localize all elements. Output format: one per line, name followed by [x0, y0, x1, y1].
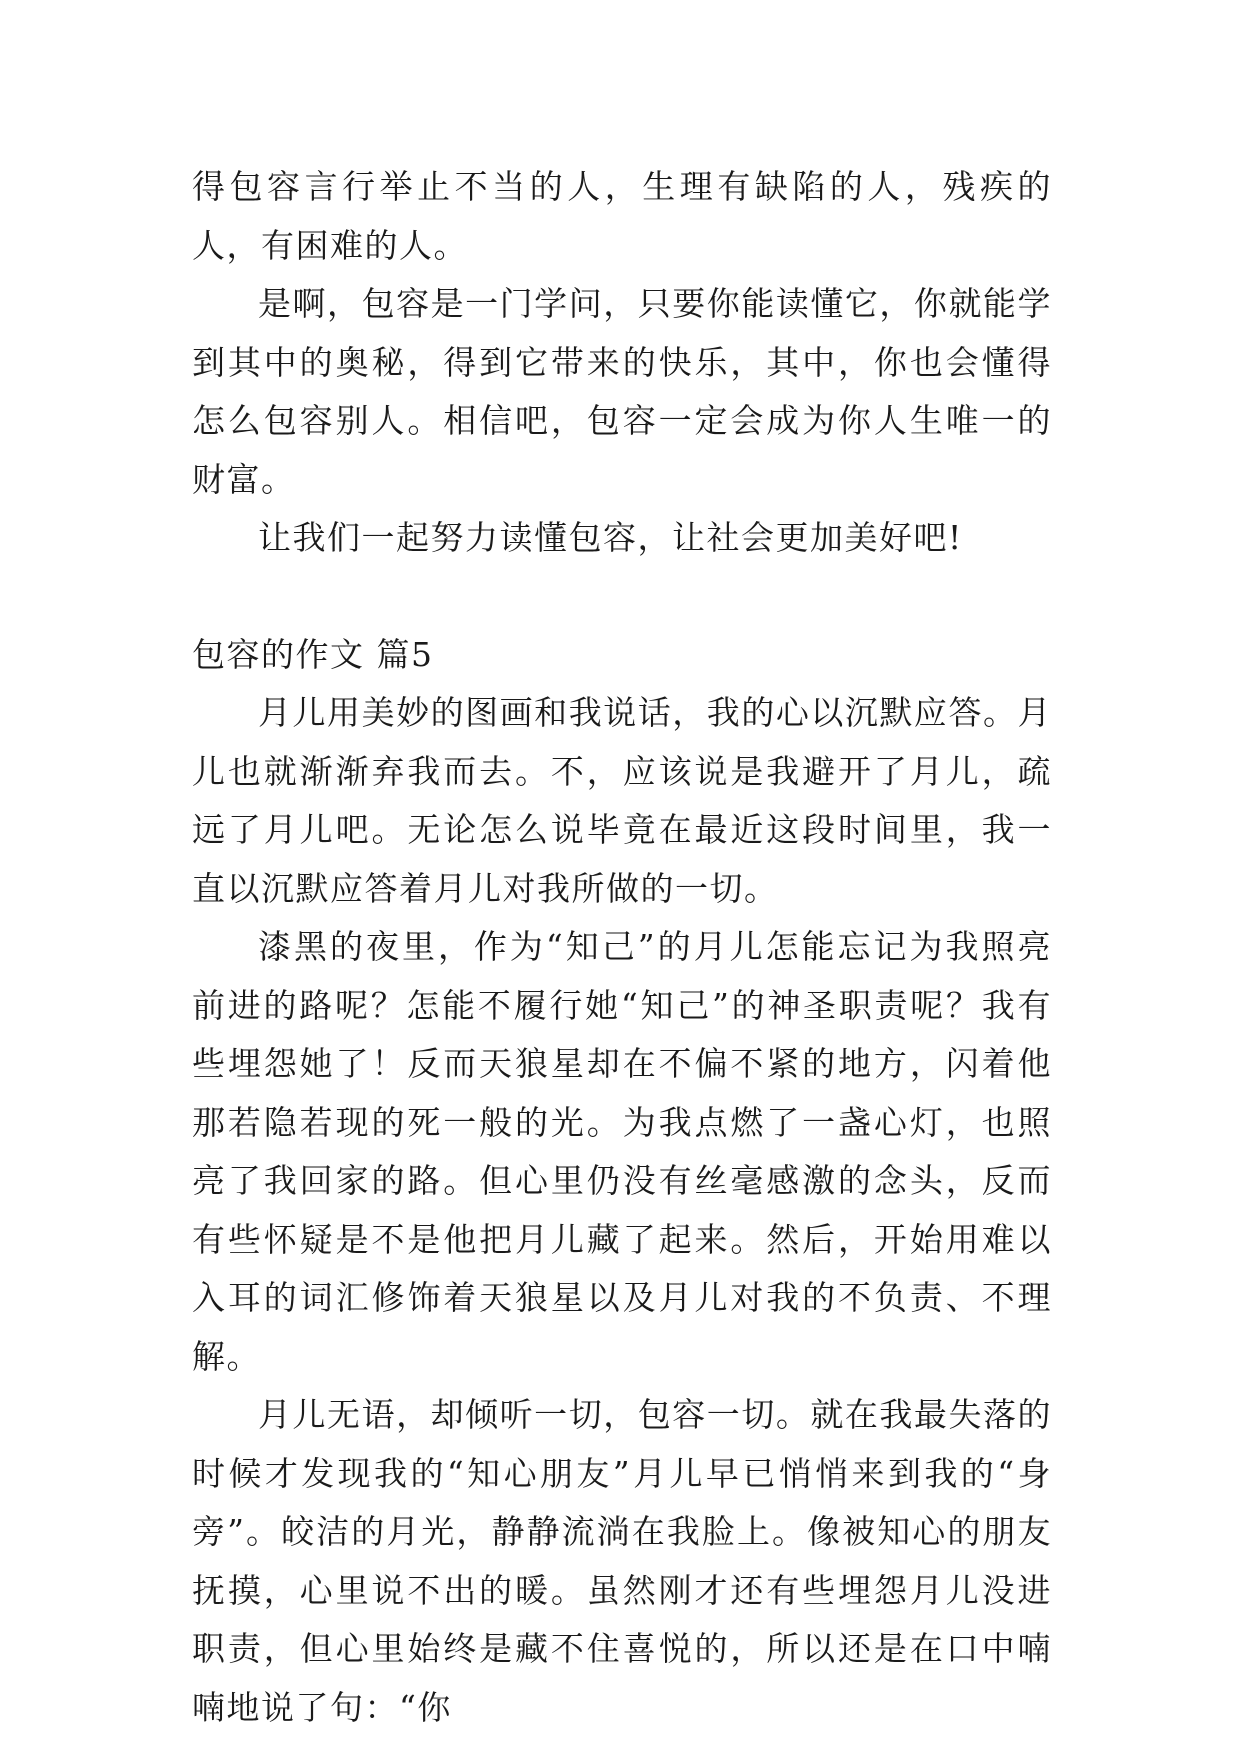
paragraph: 月儿用美妙的图画和我说话，我的心以沉默应答。月儿也就渐渐弃我而去。不，应该说是我避开了月儿，疏远了月儿吧。无论怎么说毕竟在最近这段时间里，我一直以沉默应答着月儿对我所做的一切。 [192, 693, 1052, 908]
document-body [192, 158, 1052, 1737]
paragraph: 月儿无语，却倾听一切，包容一切。就在我最失落的时候才发现我的“知心朋友”月儿早已悄悄来到我的“身旁”。皎洁的月光，静静流淌在我脸上。像被知心的朋友抚摸，心里说不出的暖。虽然刚才还有些埋怨月儿没进职责，但心里始终是藏不住喜悦的，所以还是在口中喃喃地说了句：“你 [192, 1395, 1052, 1727]
paragraph: 是啊，包容是一门学问，只要你能读懂它，你就能学到其中的奥秘，得到它带来的快乐，其中，你也会懂得怎么包容别人。相信吧，包容一定会成为你人生唯一的财富。 [192, 284, 1052, 499]
section-heading: 包容的作文 篇5 [192, 634, 434, 674]
paragraph: 漆黑的夜里，作为“知己”的月儿怎能忘记为我照亮前进的路呢？怎能不履行她“知己”的神圣职责呢？我有些埋怨她了！反而天狼星却在不偏不紧的地方，闪着他那若隐若现的死一般的光。为我点燃了一盏心灯，也照亮了我回家的路。但心里仍没有丝毫感激的念头，反而有些怀疑是不是他把月儿藏了起来。然后，开始用难以入耳的词汇修饰着天狼星以及月儿对我的不负责、不理解。 [192, 927, 1052, 1376]
paragraph: 让我们一起努力读懂包容，让社会更加美好吧! [258, 518, 963, 557]
paragraph-continued: 得包容言行举止不当的人，生理有缺陷的人，残疾的人，有困难的人。 [192, 167, 1052, 265]
